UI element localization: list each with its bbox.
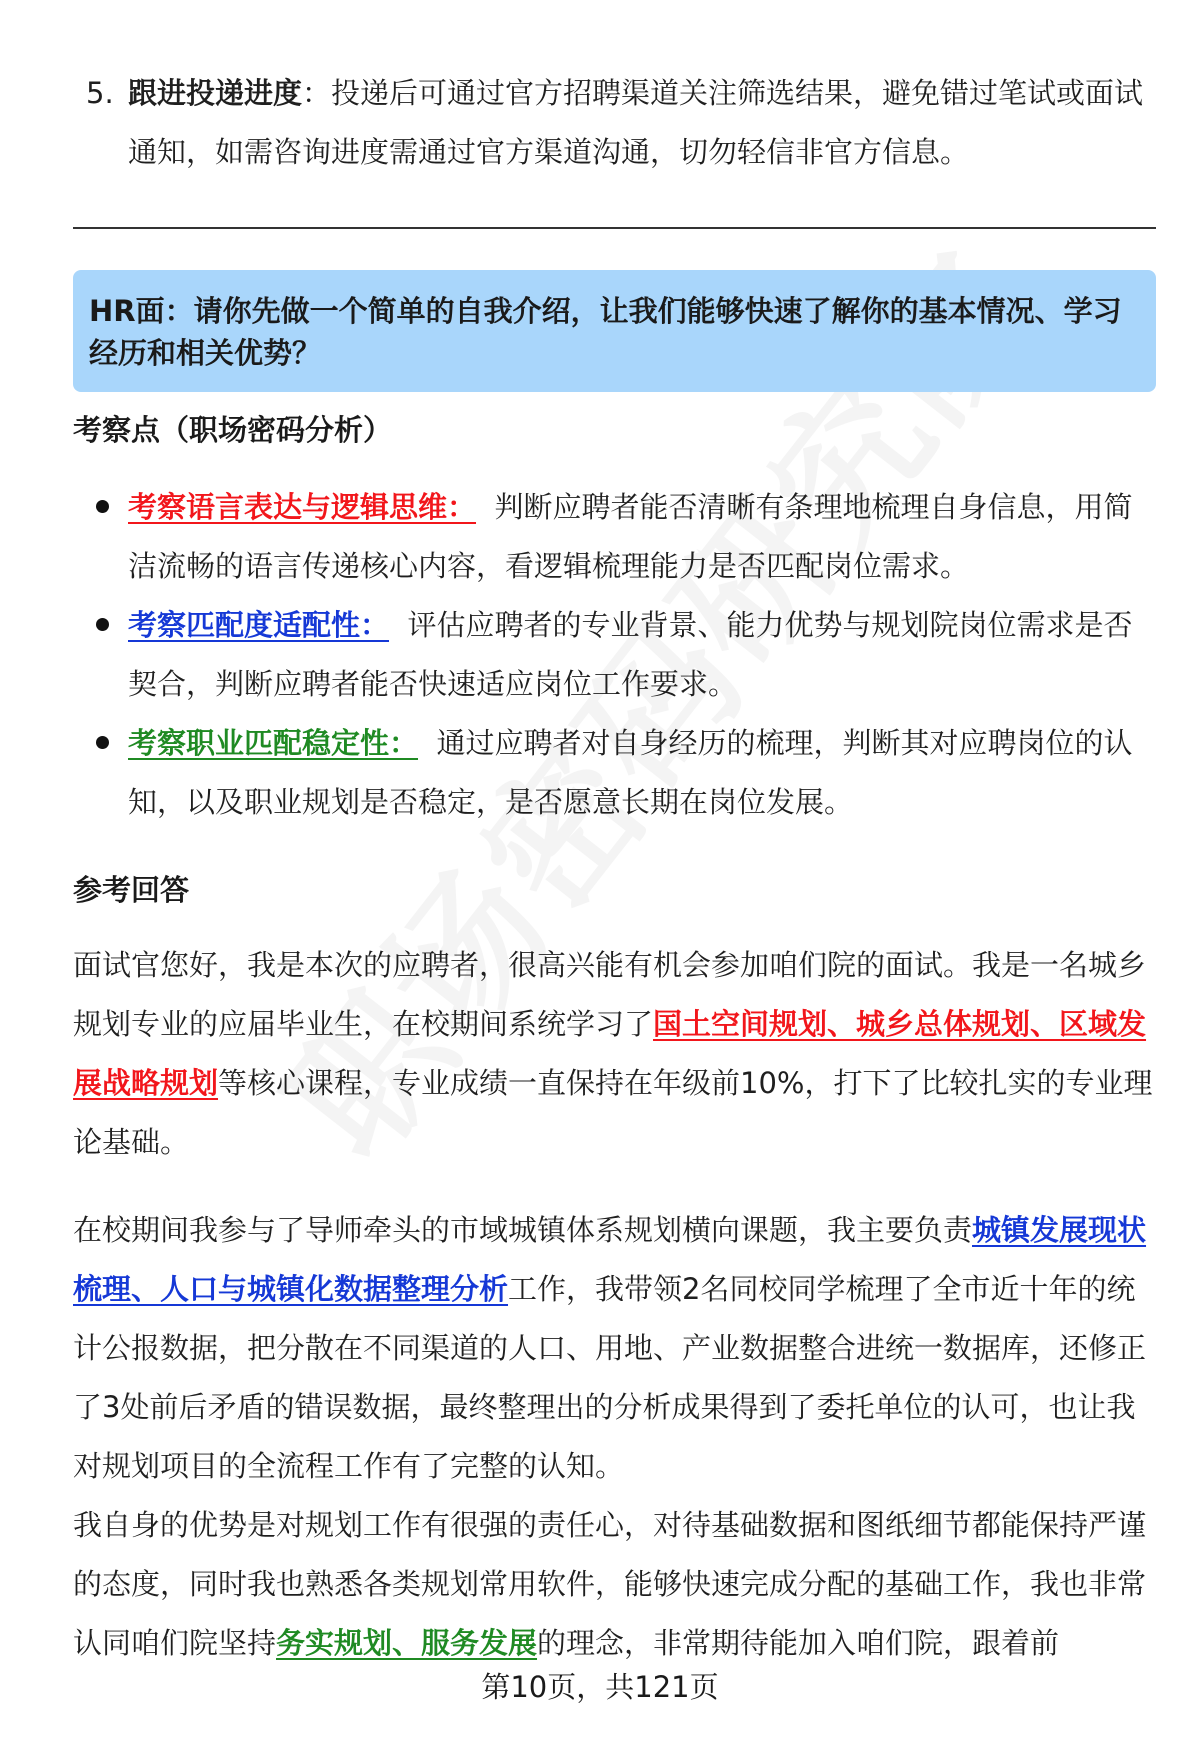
answer-text: 在校期间我参与了导师牵头的市域城镇体系规划横向课题，我主要负责 [73,1213,973,1247]
answer-text: 等核心课程，专业成绩一直保持在年级前10%，打下了比较扎实的专业理论基础。 [73,1066,1153,1159]
answer-highlight: 城镇发展现状梳理、人口与城镇化数据整理分析 [73,1213,1147,1306]
step-number: 5. [86,76,114,110]
answer-text: 的理念，非常期待能加入咱们院，跟着前 [537,1626,1060,1660]
check-points-list [96,478,1156,832]
step-body: ：投递后可通过官方招聘渠道关注筛选结果，避免错过笔试或面试通知，如需咨询进度需通过官方渠道沟通，切勿轻信非官方信息。 [128,76,1144,169]
answer-text: 面试官您好，我是本次的应聘者，很高兴能有机会参加咱们院的面试。我是一名城乡规划专业的应届毕业生，在校期间系统学习了 [73,948,1147,1041]
page-number: 第10页，共121页 [481,1670,719,1704]
answer-text: 我自身的优势是对规划工作有很强的责任心，对待基础数据和图纸细节都能保持严谨的态度，同时我也熟悉各类规划常用软件，能够快速完成分配的基础工作，我也非常认同咱们院坚持 [73,1508,1147,1660]
bullet-icon [96,618,109,631]
answer-text: 工作，我带领2名同校同学梳理了全市近十年的统计公报数据，把分散在不同渠道的人口、用地、产业数据整合进统一数据库，还修正了3处前后矛盾的错误数据，最终整理出的分析成果得到了委托单位的认可，也让我对规划项目的全流程工作有了完整的认知。 [73,1272,1147,1483]
point-text: 通过应聘者对自身经历的梳理，判断其对应聘岗位的认知，以及职业规划是否稳定，是否愿意长期在岗位发展。 [128,726,1133,819]
divider [73,227,1156,229]
answer-title: 参考回答 [73,873,190,907]
answer-highlight: 务实规划、服务发展 [276,1626,538,1660]
step-label: 跟进投递进度 [128,76,303,110]
check-points-title: 考察点（职场密码分析） [73,413,393,447]
bullet-icon [96,736,109,749]
answer-paragraph-1 [73,936,1156,1172]
answer-paragraph-2 [73,1201,1156,1496]
list-item [96,596,1156,714]
point-text: 判断应聘者能否清晰有条理地梳理自身信息，用简洁流畅的语言传递核心内容，看逻辑梳理能力是否匹配岗位需求。 [128,490,1133,583]
answer-paragraph-3 [73,1496,1156,1673]
step-5 [86,64,1146,182]
step-text [128,64,1146,182]
point-text: 评估应聘者的专业背景、能力优势与规划院岗位需求是否契合，判断应聘者能否快速适应岗位工作要求。 [128,608,1133,701]
answer-highlight: 国土空间规划、城乡总体规划、区域发展战略规划 [73,1007,1147,1100]
list-item [96,478,1156,596]
point-label: 考察匹配度适配性： [128,608,390,642]
list-item [96,714,1156,832]
question-box: HR面：请你先做一个简单的自我介绍，让我们能够快速了解你的基本情况、学习经历和相关优势？ [73,270,1156,392]
point-label: 考察语言表达与逻辑思维： [128,490,477,524]
point-label: 考察职业匹配稳定性： [128,726,419,760]
bullet-icon [96,500,109,513]
